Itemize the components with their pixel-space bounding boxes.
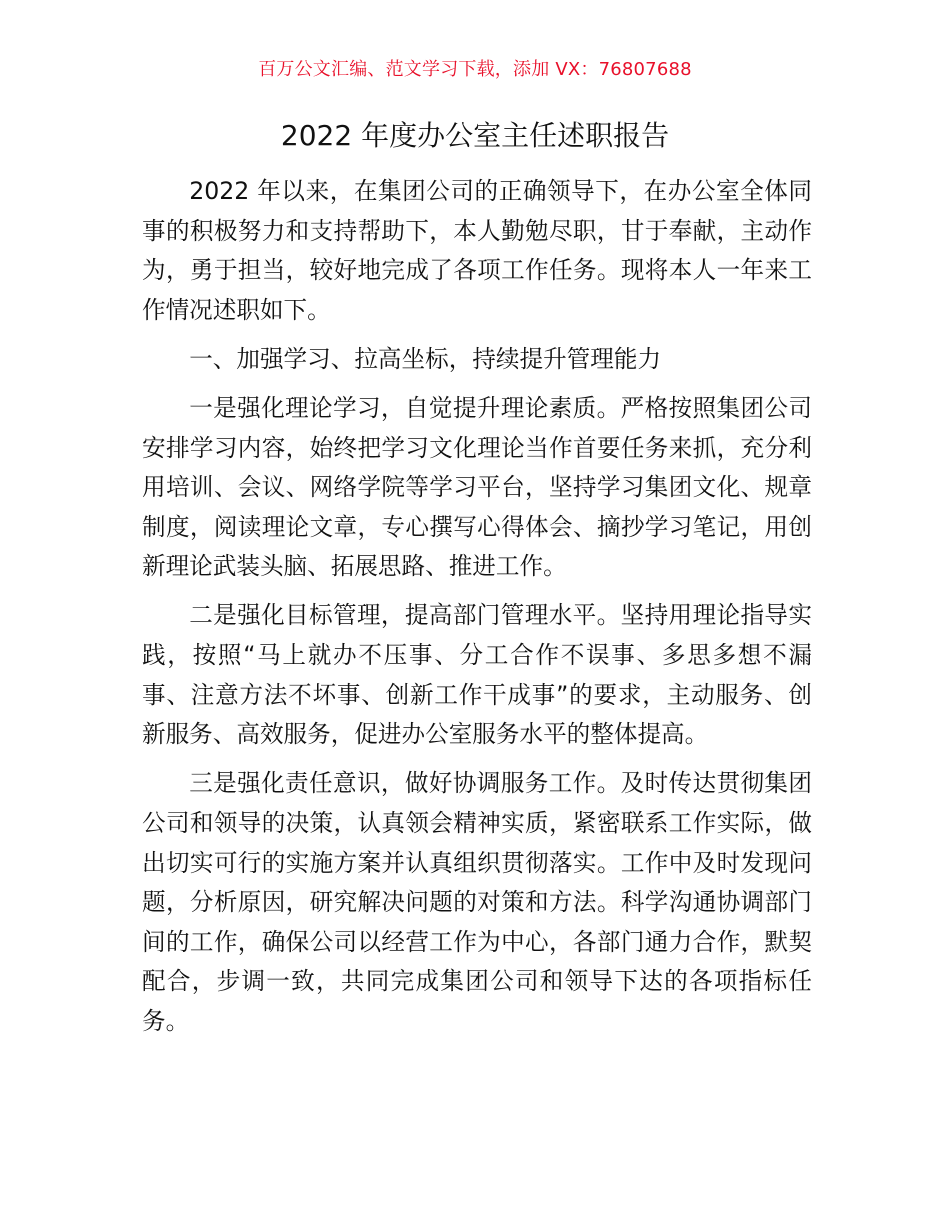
watermark-text: 百万公文汇编、范文学习下载，添加 VX：76807688 [258, 59, 692, 80]
paragraph-1: 一是强化理论学习，自觉提升理论素质。严格按照集团公司安排学习内容，始终把学习文化理论当作首要任务来抓，充分利用培训、会议、网络学院等学习平台，坚持学习集团文化、规章制度，阅读理论文章，专心撰写心得体会、摘抄学习笔记，用创新理论武装头脑、拓展思路、推进工作。 [142, 393, 812, 581]
paragraph-2: 二是强化目标管理，提高部门管理水平。坚持用理论指导实践，按照“马上就办不压事、分工合作不误事、多思多想不漏事、注意方法不坏事、创新工作干成事”的要求，主动服务、创新服务、高效服务，促进办公室服务水平的整体提高。 [142, 601, 812, 749]
intro-paragraph: 2022 年以来，在集团公司的正确领导下，在办公室全体同事的积极努力和支持帮助下，本人勤勉尽职，甘于奉献，主动作为，勇于担当，较好地完成了各项工作任务。现将本人一年来工作情况述职如下。 [142, 177, 812, 324]
document-body [142, 172, 812, 1051]
section-heading-1: 一、加强学习、拉高坐标，持续提升管理能力 [189, 344, 662, 373]
paragraph-3: 三是强化责任意识，做好协调服务工作。及时传达贯彻集团公司和领导的决策，认真领会精神实质，紧密联系工作实际，做出切实可行的实施方案并认真组织贯彻落实。工作中及时发现问题，分析原因，研究解决问题的对策和方法。科学沟通协调部门间的工作，确保公司以经营工作为中心，各部门通力合作，默契配合，步调一致，共同完成集团公司和领导下达的各项指标任务。 [142, 769, 812, 1035]
document-title: 2022 年度办公室主任述职报告 [280, 119, 670, 152]
